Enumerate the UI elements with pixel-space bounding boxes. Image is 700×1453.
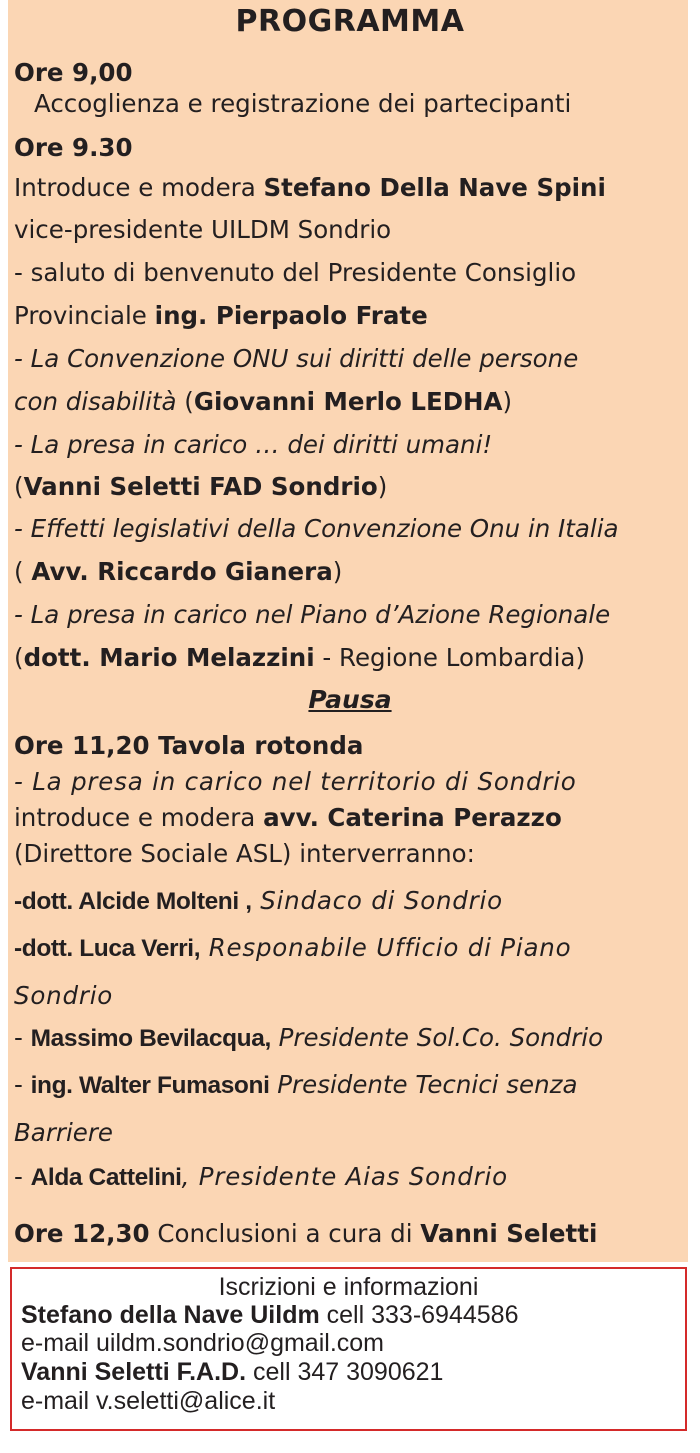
panelist-2: -dott. Luca Verri, Responabile Ufficio di Piano [14,933,572,962]
talk-3-speaker: ( Avv. Riccardo Gianera) [14,557,343,586]
panelist-1: -dott. Alcide Molteni , Sindaco di Sondrio [14,886,503,915]
round-table-topic: - La presa in carico nel territorio di Sondrio [14,767,577,796]
talk-1-title: - La Convenzione ONU sui diritti delle persone [14,344,579,373]
closing-line: Ore 12,30 Conclusioni a cura di Vanni Seletti [14,1219,598,1248]
round-table-moderator-role: (Direttore Sociale ASL) interverranno: [14,839,475,868]
talk-3-title: - Effetti legislativi della Convenzione Onu in Italia [14,514,619,543]
session-2-role: vice-presidente UILDM Sondrio [14,215,392,244]
contact-1-email[interactable]: e-mail uildm.sondrio@gmail.com [21,1329,384,1357]
session-2-intro: Introduce e modera Stefano Della Nave Spini [14,173,606,202]
round-table-header: Ore 11,20 Tavola rotonda [14,731,364,760]
contact-1-line: Stefano della Nave Uildm cell 333-6944586 [21,1301,519,1329]
contact-box [10,1267,687,1431]
program-title: PROGRAMMA [235,4,465,39]
contact-heading: Iscrizioni e informazioni [218,1273,479,1301]
greeting-line-1: - saluto di benvenuto del Presidente Consiglio [14,258,577,287]
talk-1-speaker: con disabilità (Giovanni Merlo LEDHA) [14,387,513,416]
panelist-3: - Massimo Bevilacqua, Presidente Sol.Co. Sondrio [14,1023,604,1052]
talk-2-speaker: (Vanni Seletti FAD Sondrio) [14,472,388,501]
talk-2-title: - La presa in carico … dei diritti umani! [14,430,493,459]
panelist-4: - ing. Walter Fumasoni Presidente Tecnici senza [14,1070,578,1099]
contact-2-line: Vanni Seletti F.A.D. cell 347 3090621 [21,1358,444,1386]
greeting-line-2: Provinciale ing. Pierpaolo Frate [14,301,428,330]
panelist-4-cont: Barriere [14,1118,113,1147]
session-1-text: Accoglienza e registrazione dei partecipanti [34,89,572,118]
panelist-2-cont: Sondrio [14,981,114,1010]
panelist-5: - Alda Cattelini, Presidente Aias Sondrio [14,1162,508,1191]
session-1-time: Ore 9,00 [14,58,133,87]
contact-2-email[interactable]: e-mail v.seletti@alice.it [21,1387,276,1415]
round-table-moderator: introduce e modera avv. Caterina Perazzo [14,803,562,832]
talk-4-speaker: (dott. Mario Melazzini - Regione Lombardia) [14,643,586,672]
pause-heading: Pausa [308,685,392,714]
talk-4-title: - La presa in carico nel Piano d’Azione Regionale [14,600,611,629]
session-2-time: Ore 9.30 [14,133,133,162]
